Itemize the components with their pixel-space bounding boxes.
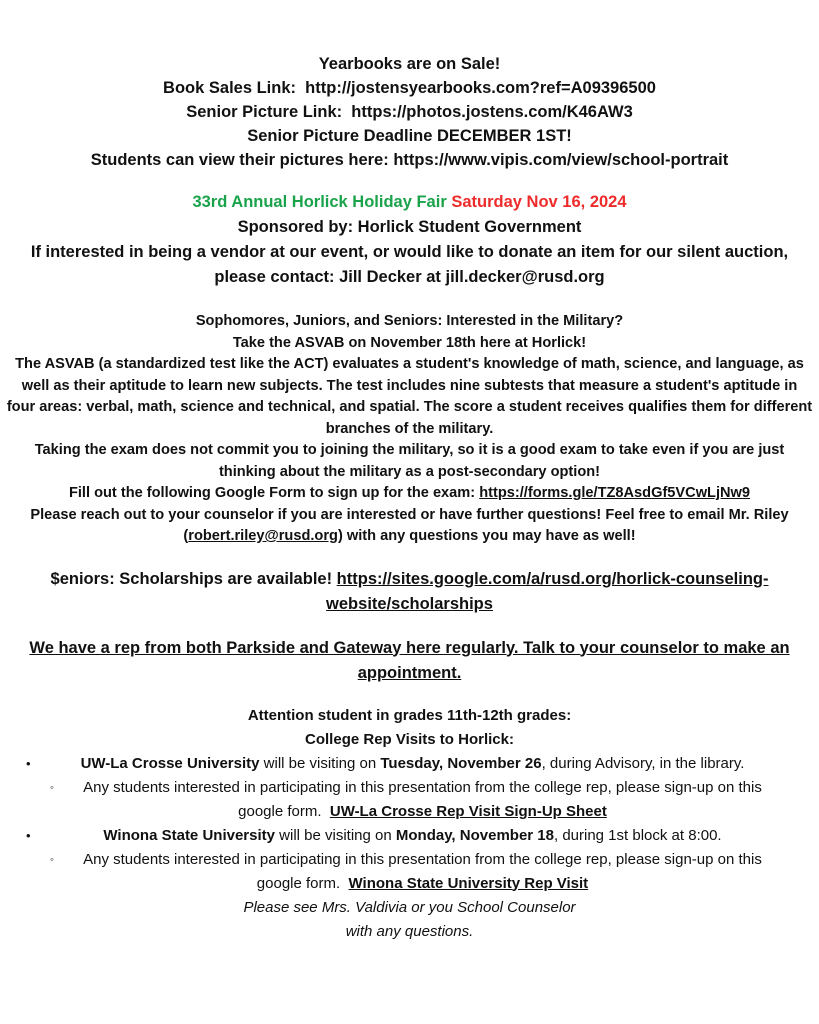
bullet-icon: • [26,755,31,771]
scholarships-link[interactable]: https://sites.google.com/a/rusd.org/horlick-counseling-website/scholarships [326,569,769,613]
senior-picture-label: Senior Picture Link: [186,103,343,121]
visit-mid: will be visiting on [259,754,381,772]
visit-item [0,824,819,848]
yearbook-section [0,52,819,172]
visit-school: UW-La Crosse University [80,754,260,772]
visit-rest: , during 1st block at 8:00. [553,826,722,844]
senior-picture-deadline: Senior Picture Deadline DECEMBER 1ST! [247,127,572,145]
visit-sub-text: Any students interested in participating in this presentation from the college rep, please sign-up on this google form. [83,778,762,820]
closing-line-2: with any questions. [345,922,474,940]
asvab-form-link[interactable]: https://forms.gle/TZ8AsdGf5VCwLjNw9 [479,485,751,501]
holiday-fair-section [0,190,819,290]
visit-item-text [0,824,819,848]
yearbook-sale-heading: Yearbooks are on Sale! [318,55,501,73]
asvab-heading-2: Take the ASVAB on November 18th here at Horlick! [232,334,587,351]
sub-bullet-icon: ◦ [50,853,54,866]
riley-email-link[interactable]: robert.riley@rusd.org [188,528,338,544]
visit-sub-text: Any students interested in participating in this presentation from the college rep, please sign-up on this google form. [83,850,762,892]
asvab-commitment: Taking the exam does not commit you to joining the military, so it is a good exam to take even if you are just thinking about the military as a post-secondary option! [34,442,785,480]
fair-date: Saturday Nov 16, 2024 [451,193,627,211]
fair-title: 33rd Annual Horlick Holiday Fair [192,193,447,211]
uwl-signup-link[interactable]: UW-La Crosse Rep Visit Sign-Up Sheet [329,802,607,820]
visit-item-text [0,752,819,776]
fair-title-line [0,190,819,215]
scholarships-text: $eniors: Scholarships are available! [50,569,333,588]
bullet-icon: • [26,827,31,843]
asvab-description: The ASVAB (a standardized test like the ACT) evaluates a student's knowledge of math, science, and language, as well as their aptitude to learn new subjects. The test includes nine subtests that measure a student's aptitude in four areas: verbal, math, science and technical, and spatial. The score a student receives qualifies them for different branches of the military. [6,356,813,437]
visit-subitem-text [0,776,819,824]
scholarships-section [0,567,819,617]
winona-signup-link[interactable]: Winona State University Rep Visit [348,874,589,892]
senior-picture-link[interactable]: https://photos.jostens.com/K46AW3 [351,103,633,121]
visit-day: Monday, November 18 [395,826,554,844]
college-visits-section [0,704,819,944]
visit-subitem-text [0,848,819,896]
senior-picture-line [0,100,819,124]
book-sales-link[interactable]: http://jostensyearbooks.com?ref=A09396500 [305,79,656,97]
visits-heading-2: College Rep Visits to Horlick: [305,730,514,748]
closing-line-1: Please see Mrs. Valdivia or you School Counselor [243,898,576,916]
book-sales-line [0,76,819,100]
reps-section [0,636,819,686]
asvab-contact-line [6,505,813,548]
asvab-contact-text: Please reach out to your counselor if you are interested or have further questions! Feel free to email Mr. Riley ( [30,506,789,544]
fair-sponsor: Sponsored by: Horlick Student Government [237,218,582,236]
visit-rest: , during Advisory, in the library. [541,754,745,772]
asvab-form-line [6,483,813,505]
visit-subitem [0,776,819,824]
asvab-section [0,311,819,548]
visit-school: Winona State University [103,826,275,844]
asvab-heading-1: Sophomores, Juniors, and Seniors: Interested in the Military? [195,313,624,329]
scholarships-line [40,567,779,617]
view-pictures-line: Students can view their pictures here: https://www.vipis.com/view/school-portrait [90,151,729,169]
asvab-form-text: Fill out the following Google Form to sign up for the exam: [68,485,476,501]
asvab-contact-end: ) with any questions you may have as well! [337,528,636,544]
visit-day: Tuesday, November 26 [380,754,542,772]
visit-item [0,752,819,776]
visit-subitem [0,848,819,896]
sub-bullet-icon: ◦ [50,781,54,794]
visit-mid: will be visiting on [274,826,396,844]
book-sales-label: Book Sales Link: [163,79,296,97]
fair-contact: If interested in being a vendor at our event, or would like to donate an item for our silent auction, please contact: Jill Decker at jill.decker@rusd.org [30,243,789,286]
reps-notice: We have a rep from both Parkside and Gateway here regularly. Talk to your counselor to make an appointment. [29,638,790,682]
visits-heading-1: Attention student in grades 11th-12th grades: [247,706,572,724]
